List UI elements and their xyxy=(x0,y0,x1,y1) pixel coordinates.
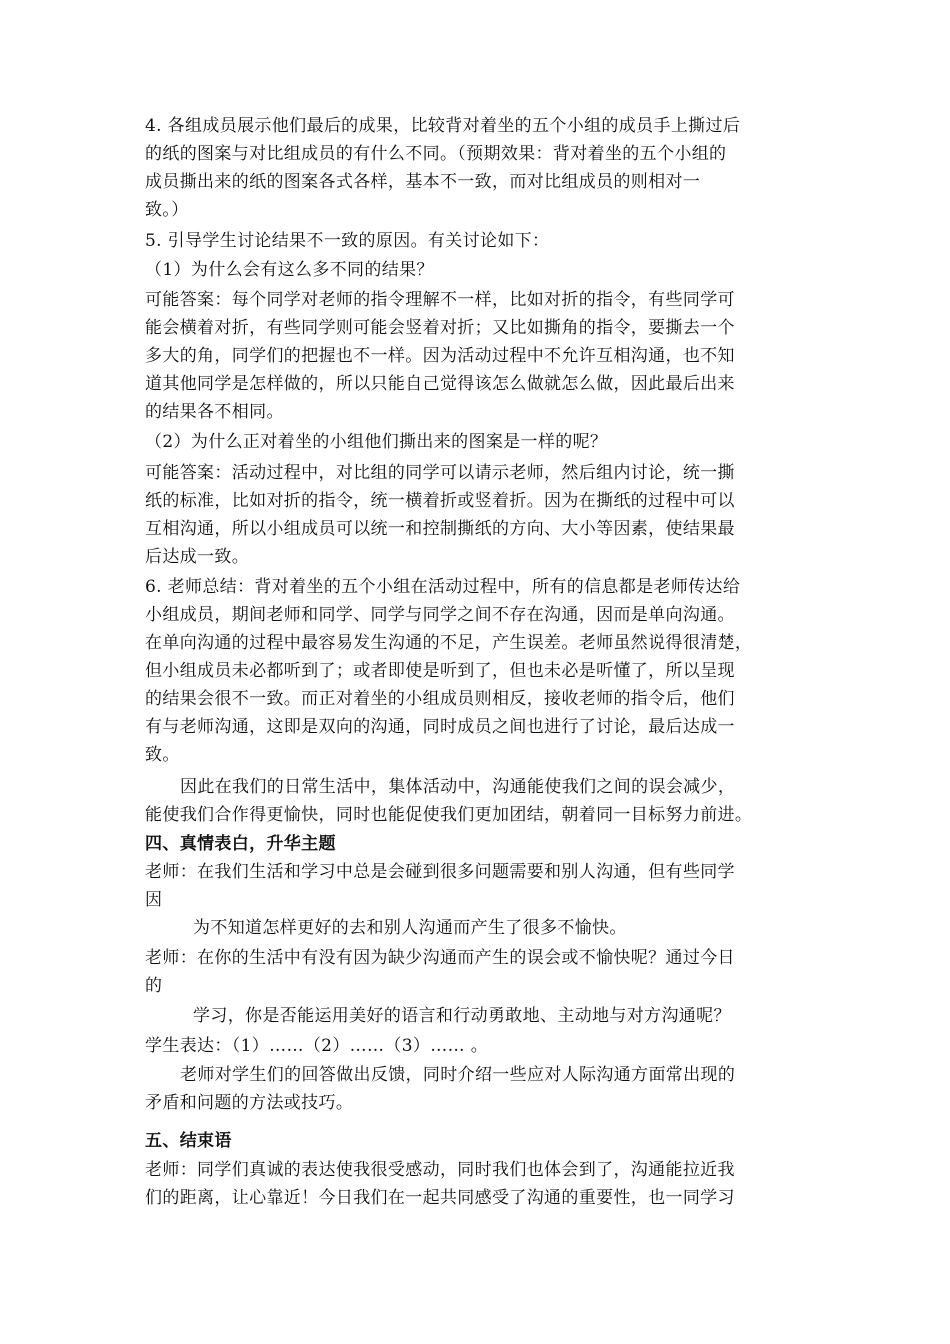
text-line: 的结果会很不一致。而正对着坐的小组成员则相反，接收老师的指令后，他们 xyxy=(145,689,735,709)
text-line: 成员撕出来的纸的图案各式各样，基本不一致，而对比组成员的则相对一 xyxy=(145,172,701,192)
text-line: 学习，你是否能运用美好的语言和行动勇敢地、主动地与对方沟通呢？ xyxy=(193,1006,731,1026)
section-heading: 五、结束语 xyxy=(145,1131,232,1151)
text-line: 可能答案：每个同学对老师的指令理解不一样，比如对折的指令，有些同学可 xyxy=(145,290,735,310)
text-line: （1）为什么会有这么多不同的结果？ xyxy=(145,260,434,280)
text-line: 4. 各组成员展示他们最后的成果，比较背对着坐的五个小组的成员手上撕过后 xyxy=(145,116,741,136)
text-line: 的纸的图案与对比组成员的有什么不同。（预期效果：背对着坐的五个小组的 xyxy=(145,144,727,164)
text-line: 小组成员，期间老师和同学、同学与同学之间不存在沟通，因而是单向沟通。 xyxy=(145,605,735,625)
text-line: 学生表达：（1）……（2）……（3）…… 。 xyxy=(145,1036,489,1056)
text-line: 的 xyxy=(145,976,163,996)
text-line: 多大的角，同学们的把握也不一样。因为活动过程中不允许互相沟通，也不知 xyxy=(145,346,735,366)
text-line: 致。） xyxy=(145,200,189,220)
text-line: 但小组成员未必都听到了；或者即使是听到了，但也未必是听懂了，所以呈现 xyxy=(145,661,735,681)
text-line: 有与老师沟通，这即是双向的沟通，同时成员之间也进行了讨论，最后达成一 xyxy=(145,717,735,737)
text-line: 老师对学生们的回答做出反馈，同时介绍一些应对人际沟通方面常出现的 xyxy=(180,1065,736,1085)
text-line: 致。 xyxy=(145,745,180,765)
text-line: 后达成一致。 xyxy=(145,547,250,567)
text-line: 5. 引导学生讨论结果不一致的原因。有关讨论如下： xyxy=(145,231,550,251)
text-line: 纸的标准，比如对折的指令，统一横着折或竖着折。因为在撕纸的过程中可以 xyxy=(145,491,735,511)
text-line: 能会横着对折，有些同学则可能会竖着对折；又比如撕角的指令，要撕去一个 xyxy=(145,318,735,338)
text-line: 6. 老师总结：背对着坐的五个小组在活动过程中，所有的信息都是老师传达给 xyxy=(145,577,741,597)
text-line: 矛盾和问题的方法或技巧。 xyxy=(145,1093,354,1113)
text-line: （2）为什么正对着坐的小组他们撕出来的图案是一样的呢？ xyxy=(145,432,608,452)
text-line: 因此在我们的日常生活中，集体活动中，沟通能使我们之间的误会减少， xyxy=(180,777,736,797)
section-heading: 四、真情表白，升华主题 xyxy=(145,834,336,854)
text-line: 老师：在你的生活中有没有因为缺少沟通而产生的误会或不愉快呢？通过今日 xyxy=(145,948,735,968)
text-line: 为不知道怎样更好的去和别人沟通而产生了很多不愉快。 xyxy=(193,918,627,938)
text-line: 能使我们合作得更愉快，同时也能促使我们更加团结，朝着同一目标努力前进。 xyxy=(145,805,753,825)
text-line: 在单向沟通的过程中最容易发生沟通的不足，产生误差。老师虽然说得很清楚， xyxy=(145,633,753,653)
text-line: 的结果各不相同。 xyxy=(145,402,284,422)
text-line: 老师：同学们真诚的表达使我很受感动，同时我们也体会到了，沟通能拉近我 xyxy=(145,1160,735,1180)
text-line: 可能答案：活动过程中，对比组的同学可以请示老师，然后组内讨论，统一撕 xyxy=(145,463,735,483)
text-line: 老师：在我们生活和学习中总是会碰到很多问题需要和别人沟通，但有些同学 xyxy=(145,862,735,882)
text-line: 道其他同学是怎样做的，所以只能自己觉得该怎么做就怎么做，因此最后出来 xyxy=(145,374,735,394)
text-line: 因 xyxy=(145,890,163,910)
text-line: 互相沟通，所以小组成员可以统一和控制撕纸的方向、大小等因素，使结果最 xyxy=(145,519,735,539)
text-line: 们的距离，让心靠近！今日我们在一起共同感受了沟通的重要性，也一同学习 xyxy=(145,1188,735,1208)
